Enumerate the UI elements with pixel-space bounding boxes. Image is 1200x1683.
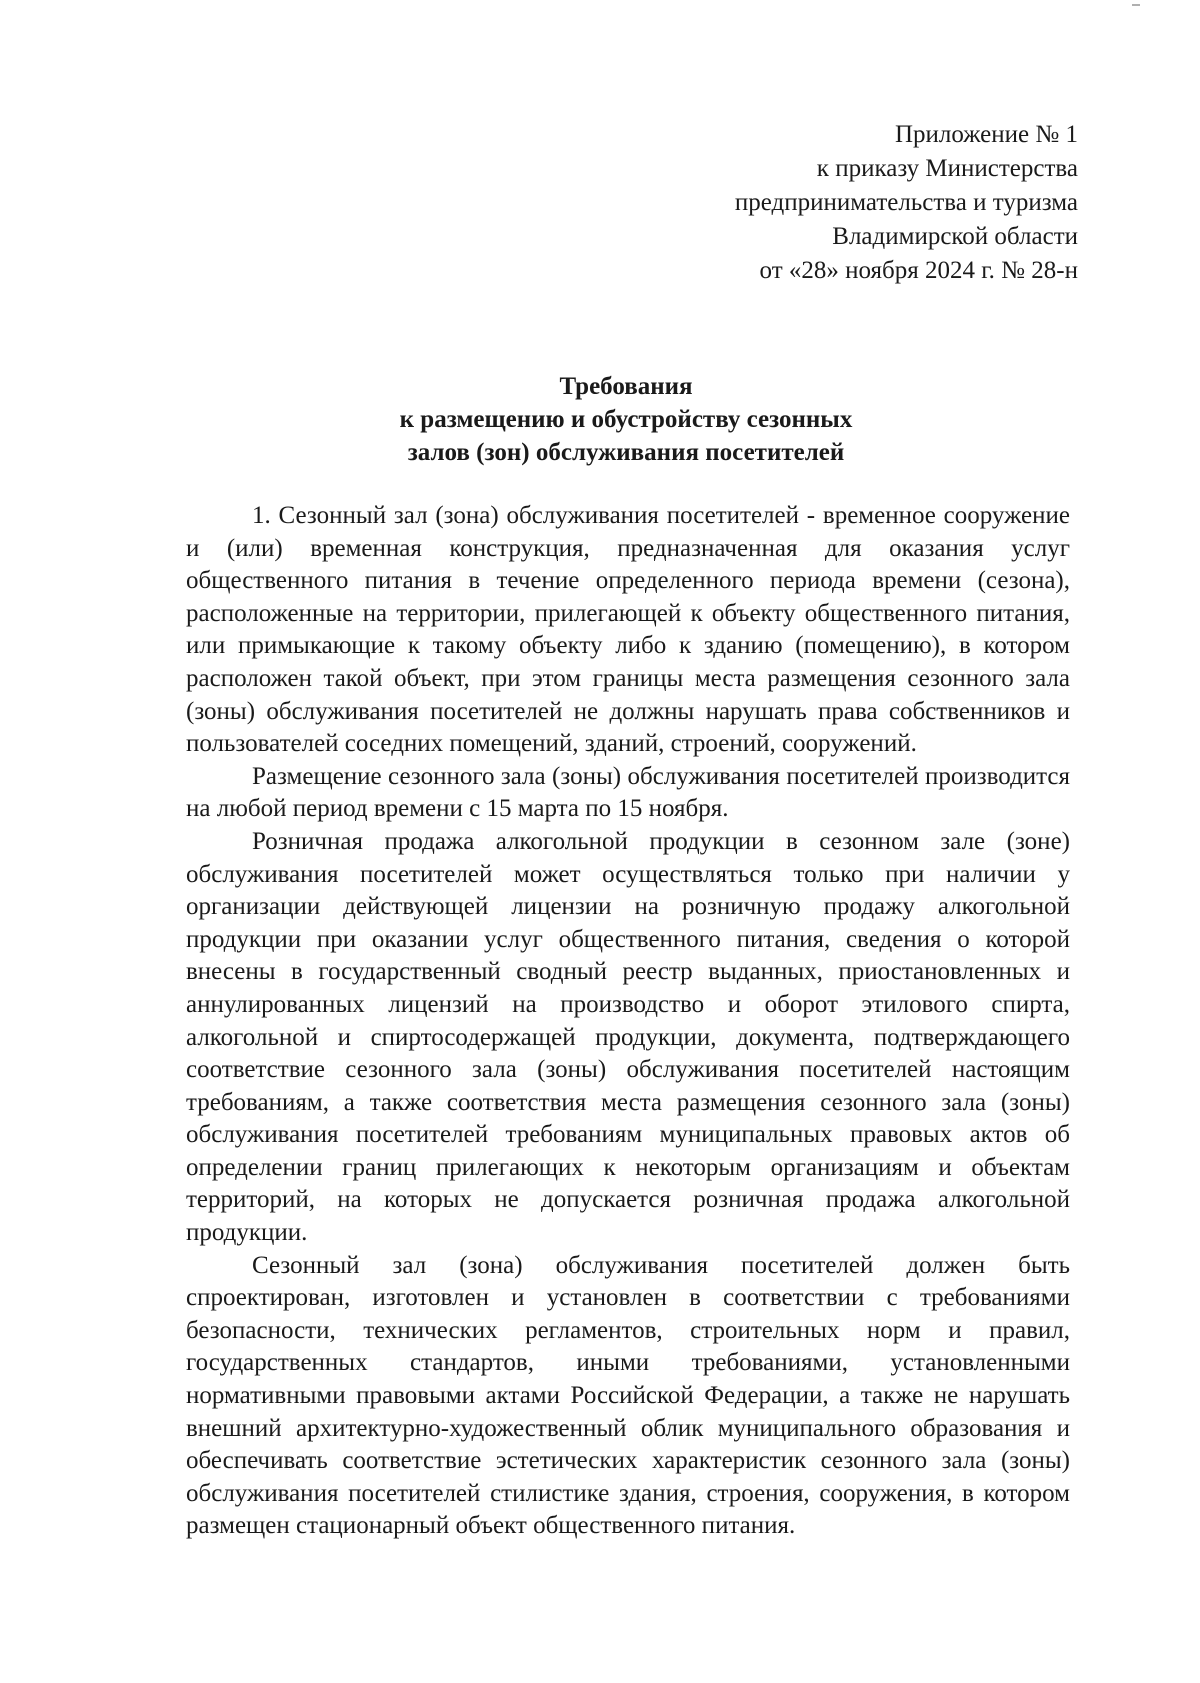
appendix-line: Приложение № 1 (894, 121, 1078, 148)
appendix-header (558, 118, 1078, 288)
title-line: Требования (559, 373, 693, 400)
title-line: к размещению и обустройству сезонных (399, 406, 853, 433)
title-line: залов (зон) обслуживания посетителей (407, 439, 845, 466)
scan-artifact (1132, 4, 1140, 6)
appendix-line: Владимирской области (832, 223, 1078, 250)
appendix-line: к приказу Министерства (816, 155, 1078, 182)
document-body (186, 500, 1070, 1543)
appendix-line: предпринимательства и туризма (734, 189, 1078, 216)
paragraph: Сезонный зал (зона) обслуживания посетителей должен быть спроектирован, изготовлен и установлен в соответствии с требованиями безопасности, технических регламентов, строительных норм и правил, государственных стандартов, иными требованиями, установленными нормативными правовыми актами Российской Федерации, а также не нарушать внешний архитектурно-художественный облик муниципального образования и обеспечивать соответствие эстетических характеристик сезонного зала (зоны) обслуживания посетителей стилистике здания, строения, сооружения, в котором размещен стационарный объект общественного питания. (186, 1251, 1070, 1540)
document-title (186, 370, 1066, 469)
paragraph: Размещение сезонного зала (зоны) обслуживания посетителей производится на любой период времени с 15 марта по 15 ноября. (186, 762, 1070, 823)
paragraph: Розничная продажа алкогольной продукции в сезонном зале (зоне) обслуживания посетителей может осуществляться только при наличии у организации действующей лицензии на розничную продажу алкогольной продукции при оказании услуг общественного питания, сведения о которой внесены в государственный сводный реестр выданных, приостановленных и аннулированных лицензий на производство и оборот этилового спирта, алкогольной и спиртосодержащей продукции, документа, подтверждающего соответствие сезонного зала (зоны) обслуживания посетителей настоящим требованиям, а также соответствия места размещения сезонного зала (зоны) обслуживания посетителей требованиям муниципальных правовых актов об определении границ прилегающих к некоторым организациям и объектам территорий, на которых не допускается розничная продажа алкогольной продукции. (186, 827, 1070, 1247)
paragraph: 1. Сезонный зал (зона) обслуживания посетителей - временное сооружение и (или) временная конструкция, предназначенная для оказания услуг общественного питания в течение определенного периода времени (сезона), расположенные на территории, прилегающей к объекту общественного питания, или примыкающие к такому объекту либо к зданию (помещению), в котором расположен такой объект, при этом границы места размещения сезонного зала (зоны) обслуживания посетителей не должны нарушать права собственников и пользователей соседних помещений, зданий, строений, сооружений. (186, 502, 1070, 758)
appendix-line: от «28» ноября 2024 г. № 28-н (759, 257, 1078, 284)
